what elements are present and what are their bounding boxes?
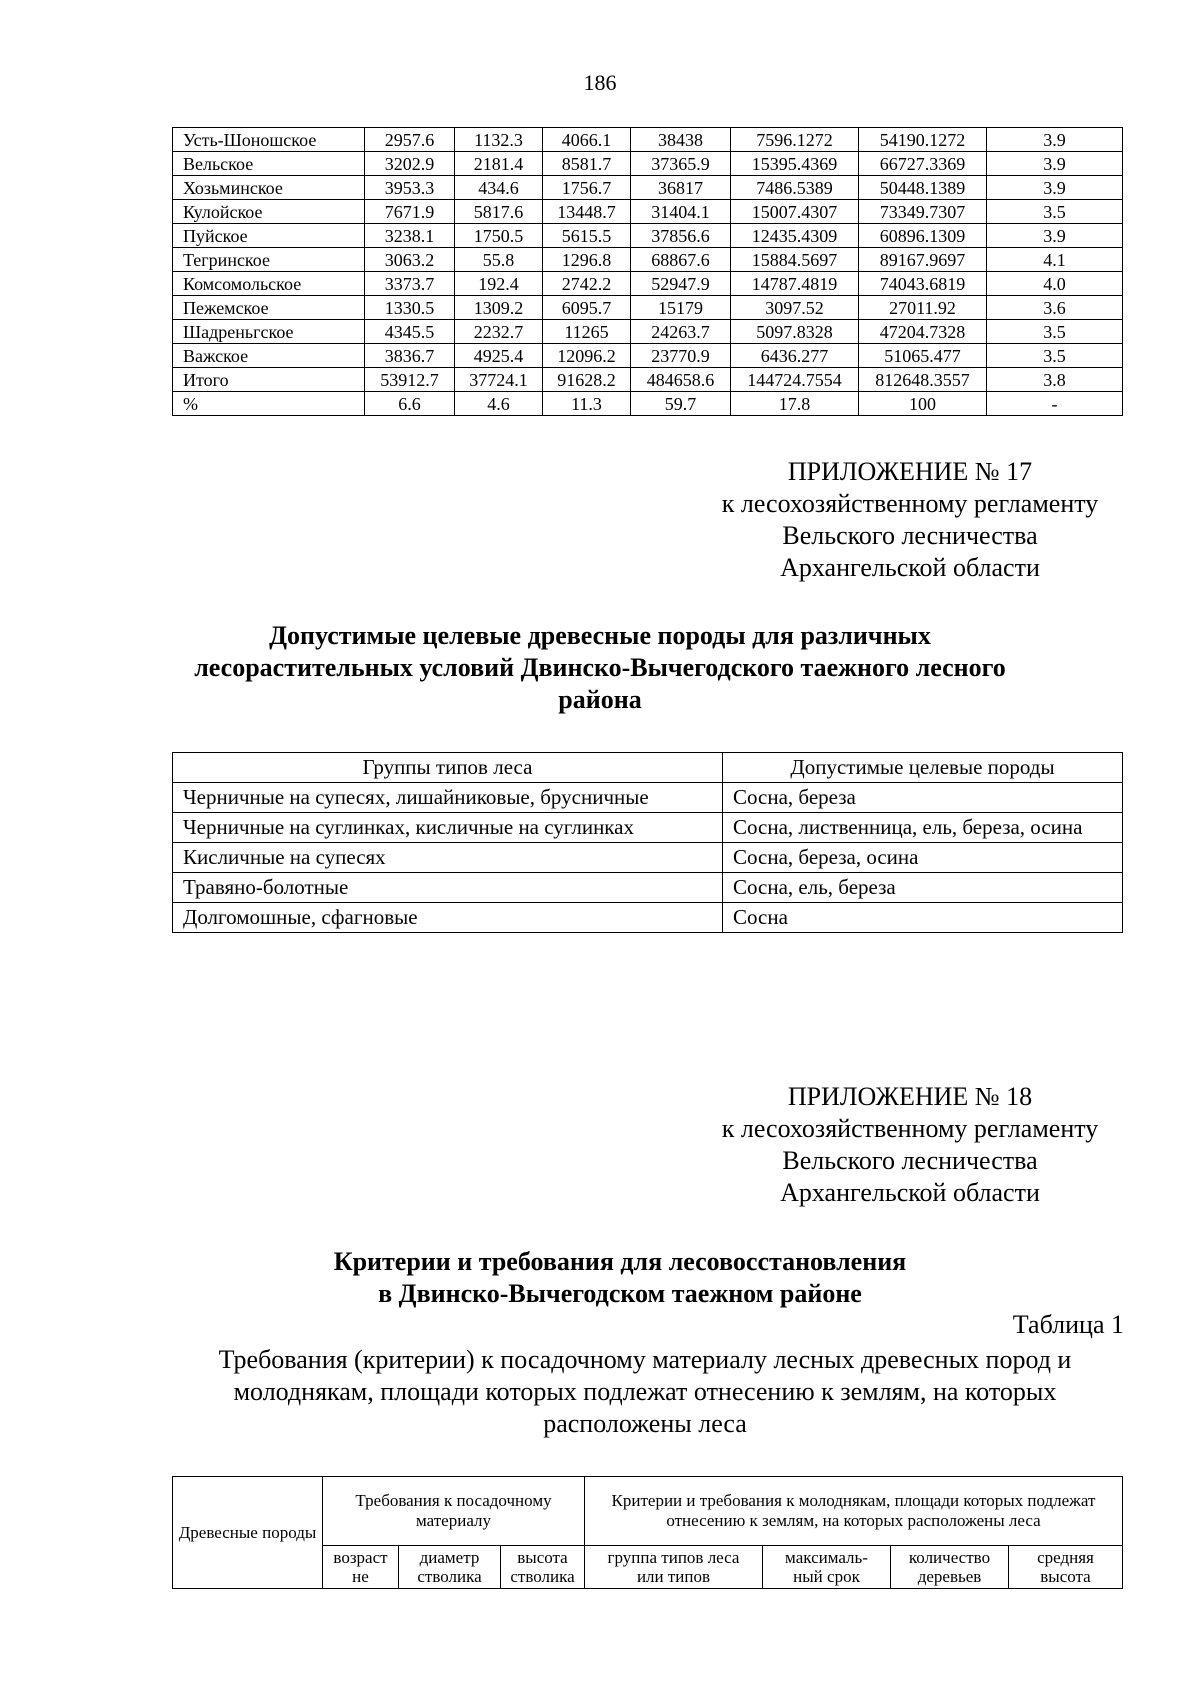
criteria-subcolumn-header [891,1546,1009,1589]
stats-cell: 3.5 [987,320,1123,344]
stats-cell: 31404.1 [631,200,731,224]
target-species-cell: Сосна [723,903,1123,933]
criteria-subcolumn-header [585,1546,763,1589]
stats-cell: 100 [859,392,987,416]
stats-cell: 484658.6 [631,368,731,392]
stats-row [173,152,1123,176]
stats-cell: 2742.2 [543,272,631,296]
appendix-17-line3: Архангельской области [780,553,1040,582]
page-number: 186 [583,70,617,95]
forest-type-cell: Долгомошные, сфагновые [173,903,723,933]
stats-cell: 3.9 [987,152,1123,176]
stats-cell: 3.9 [987,224,1123,248]
criteria-subcolumn-line: возраст [333,1548,388,1567]
forest-type-cell: Черничные на супесях, лишайниковые, брусничные [173,783,723,813]
stats-row [173,368,1123,392]
stats-cell: 66727.3369 [859,152,987,176]
stats-cell: 6095.7 [543,296,631,320]
criteria-subcolumn-line: группа типов леса [607,1548,740,1567]
forest-type-cell: Травяно-болотные [173,873,723,903]
stats-row-label: Кулойское [173,200,365,224]
stats-cell: 3097.52 [731,296,859,320]
stats-cell: 3.9 [987,176,1123,200]
stats-cell: 14787.4819 [731,272,859,296]
target-species-cell: Сосна, береза [723,783,1123,813]
stats-cell: 3836.7 [365,344,455,368]
stats-cell: 3953.3 [365,176,455,200]
stats-cell: 3202.9 [365,152,455,176]
stats-cell: 8581.7 [543,152,631,176]
stats-cell: 15007.4307 [731,200,859,224]
table-caption-line1: Требования (критерии) к посадочному материалу лесных древесных пород и [218,1345,1072,1374]
heading-17 [160,620,1040,716]
criteria-subcolumn-line: высота [1040,1567,1091,1586]
criteria-subcolumn-line: ный срок [793,1567,860,1586]
heading-18-line1: Критерии и требования для лесовосстановления [333,1247,907,1276]
stats-cell: 2957.6 [365,128,455,152]
stats-row-label: Тегринское [173,248,365,272]
criteria-subcolumn-header [323,1546,399,1589]
appendix-17 [640,456,1180,584]
stats-cell: 13448.7 [543,200,631,224]
stats-cell: 24263.7 [631,320,731,344]
stats-cell: 3.5 [987,200,1123,224]
stats-cell: 1750.5 [455,224,543,248]
stats-cell: 60896.1309 [859,224,987,248]
stats-cell: 7671.9 [365,200,455,224]
stats-cell: 6436.277 [731,344,859,368]
stats-cell: 73349.7307 [859,200,987,224]
criteria-subcolumn-line: стволика [417,1567,482,1586]
stats-cell: 1132.3 [455,128,543,152]
criteria-subcolumn-line: или типов [636,1567,711,1586]
stats-row [173,392,1123,416]
stats-cell: 59.7 [631,392,731,416]
stats-cell: 54190.1272 [859,128,987,152]
stats-cell: 192.4 [455,272,543,296]
criteria-subcolumn-line: деревьев [917,1567,982,1586]
criteria-subcolumn-line: высота [517,1548,568,1567]
appendix-18 [640,1081,1180,1209]
stats-cell: 53912.7 [365,368,455,392]
stats-cell: 51065.477 [859,344,987,368]
stats-cell: 37856.6 [631,224,731,248]
stats-cell: 7486.5389 [731,176,859,200]
species-row [173,903,1123,933]
criteria-subcolumn-line: максималь- [785,1548,868,1567]
stats-cell: 1296.8 [543,248,631,272]
heading-18-line2: в Двинско-Вычегодском таежном районе [378,1279,862,1308]
stats-cell: 11265 [543,320,631,344]
species-row [173,873,1123,903]
stats-cell: 3373.7 [365,272,455,296]
stats-cell: 1756.7 [543,176,631,200]
stats-cell: 3238.1 [365,224,455,248]
stats-row-label: Комсомольское [173,272,365,296]
species-table [172,752,1123,933]
stats-cell: 5615.5 [543,224,631,248]
stats-row [173,128,1123,152]
table-caption [160,1344,1130,1440]
criteria-subcolumn-line: средняя [1037,1548,1094,1567]
appendix-17-line1: к лесохозяйственному регламенту [721,489,1099,518]
criteria-species-header: Древесные породы [173,1477,323,1589]
stats-cell: 52947.9 [631,272,731,296]
appendix-18-line3: Архангельской области [780,1178,1040,1207]
stats-row-label: Пуйское [173,224,365,248]
stats-row [173,344,1123,368]
criteria-young-header: Критерии и требования к молоднякам, площади которых подлежат отнесению к землям, на которых расположены леса [585,1477,1123,1546]
stats-row [173,272,1123,296]
stats-cell: 3063.2 [365,248,455,272]
stats-row [173,224,1123,248]
stats-cell: 36817 [631,176,731,200]
stats-row-label: Хозьминское [173,176,365,200]
stats-cell: 12435.4309 [731,224,859,248]
species-row [173,813,1123,843]
stats-row-label: Важское [173,344,365,368]
stats-cell: 1309.2 [455,296,543,320]
stats-table [172,127,1123,416]
stats-cell: 15395.4369 [731,152,859,176]
stats-row-label: Шадреньгское [173,320,365,344]
stats-cell: 4345.5 [365,320,455,344]
stats-cell: 2181.4 [455,152,543,176]
appendix-18-line2: Вельского лесничества [782,1146,1038,1175]
criteria-table [172,1476,1123,1589]
stats-cell: 3.9 [987,128,1123,152]
stats-cell: - [987,392,1123,416]
stats-row-label: Итого [173,368,365,392]
species-row [173,843,1123,873]
stats-cell: 144724.7554 [731,368,859,392]
stats-cell: 5817.6 [455,200,543,224]
target-species-cell: Сосна, береза, осина [723,843,1123,873]
stats-row [173,200,1123,224]
stats-cell: 4.0 [987,272,1123,296]
appendix-18-title: ПРИЛОЖЕНИЕ № 18 [787,1082,1033,1111]
stats-cell: 38438 [631,128,731,152]
forest-type-cell: Черничные на суглинках, кисличные на суглинках [173,813,723,843]
stats-row [173,296,1123,320]
stats-cell: 3.5 [987,344,1123,368]
appendix-17-title: ПРИЛОЖЕНИЕ № 17 [787,457,1033,486]
table-caption-line2: молоднякам, площади которых подлежат отнесению к землям, на которых [233,1377,1057,1406]
criteria-subcolumn-line: стволика [510,1567,575,1586]
stats-row [173,176,1123,200]
stats-cell: 5097.8328 [731,320,859,344]
species-column-header: Группы типов леса [173,753,723,783]
stats-cell: 3.6 [987,296,1123,320]
heading-18 [220,1246,1020,1310]
stats-cell: 7596.1272 [731,128,859,152]
stats-cell: 4925.4 [455,344,543,368]
stats-cell: 74043.6819 [859,272,987,296]
stats-cell: 17.8 [731,392,859,416]
stats-cell: 812648.3557 [859,368,987,392]
table-label: Таблица 1 [1012,1310,1124,1339]
target-species-cell: Сосна, лиственница, ель, береза, осина [723,813,1123,843]
criteria-subcolumn-header [763,1546,891,1589]
stats-cell: 68867.6 [631,248,731,272]
appendix-17-line2: Вельского лесничества [782,521,1038,550]
criteria-subcolumn-line: не [352,1567,369,1586]
table-caption-line3: расположены леса [543,1409,747,1438]
stats-cell: 4.6 [455,392,543,416]
forest-type-cell: Кисличные на супесях [173,843,723,873]
stats-row [173,248,1123,272]
heading-17-line1: Допустимые целевые древесные породы для различных [269,621,931,650]
stats-cell: 4066.1 [543,128,631,152]
stats-cell: 23770.9 [631,344,731,368]
species-header-row [173,753,1123,783]
criteria-subcolumn-line: количество [908,1548,991,1567]
stats-cell: 12096.2 [543,344,631,368]
stats-row-label: Пежемское [173,296,365,320]
criteria-subcolumn-header [1009,1546,1123,1589]
stats-cell: 15884.5697 [731,248,859,272]
stats-cell: 15179 [631,296,731,320]
stats-cell: 91628.2 [543,368,631,392]
stats-cell: 55.8 [455,248,543,272]
criteria-subcolumn-header [399,1546,501,1589]
heading-17-line2: лесорастительных условий Двинско-Вычегодского таежного лесного [194,653,1006,682]
stats-cell: 2232.7 [455,320,543,344]
species-row [173,783,1123,813]
stats-cell: 47204.7328 [859,320,987,344]
stats-cell: 6.6 [365,392,455,416]
stats-cell: 434.6 [455,176,543,200]
stats-row [173,320,1123,344]
heading-17-line3: района [558,685,642,714]
stats-cell: 37365.9 [631,152,731,176]
criteria-planting-header: Требования к посадочному материалу [323,1477,585,1546]
stats-cell: 37724.1 [455,368,543,392]
target-species-cell: Сосна, ель, береза [723,873,1123,903]
criteria-subcolumn-line: диаметр [419,1548,480,1567]
appendix-18-line1: к лесохозяйственному регламенту [721,1114,1099,1143]
stats-row-label: Усть-Шоношское [173,128,365,152]
stats-cell: 27011.92 [859,296,987,320]
criteria-subcolumn-header [501,1546,585,1589]
stats-cell: 3.8 [987,368,1123,392]
stats-row-label: % [173,392,365,416]
species-column-header: Допустимые целевые породы [723,753,1123,783]
stats-cell: 11.3 [543,392,631,416]
stats-row-label: Вельское [173,152,365,176]
stats-cell: 1330.5 [365,296,455,320]
stats-cell: 4.1 [987,248,1123,272]
stats-cell: 50448.1389 [859,176,987,200]
stats-cell: 89167.9697 [859,248,987,272]
